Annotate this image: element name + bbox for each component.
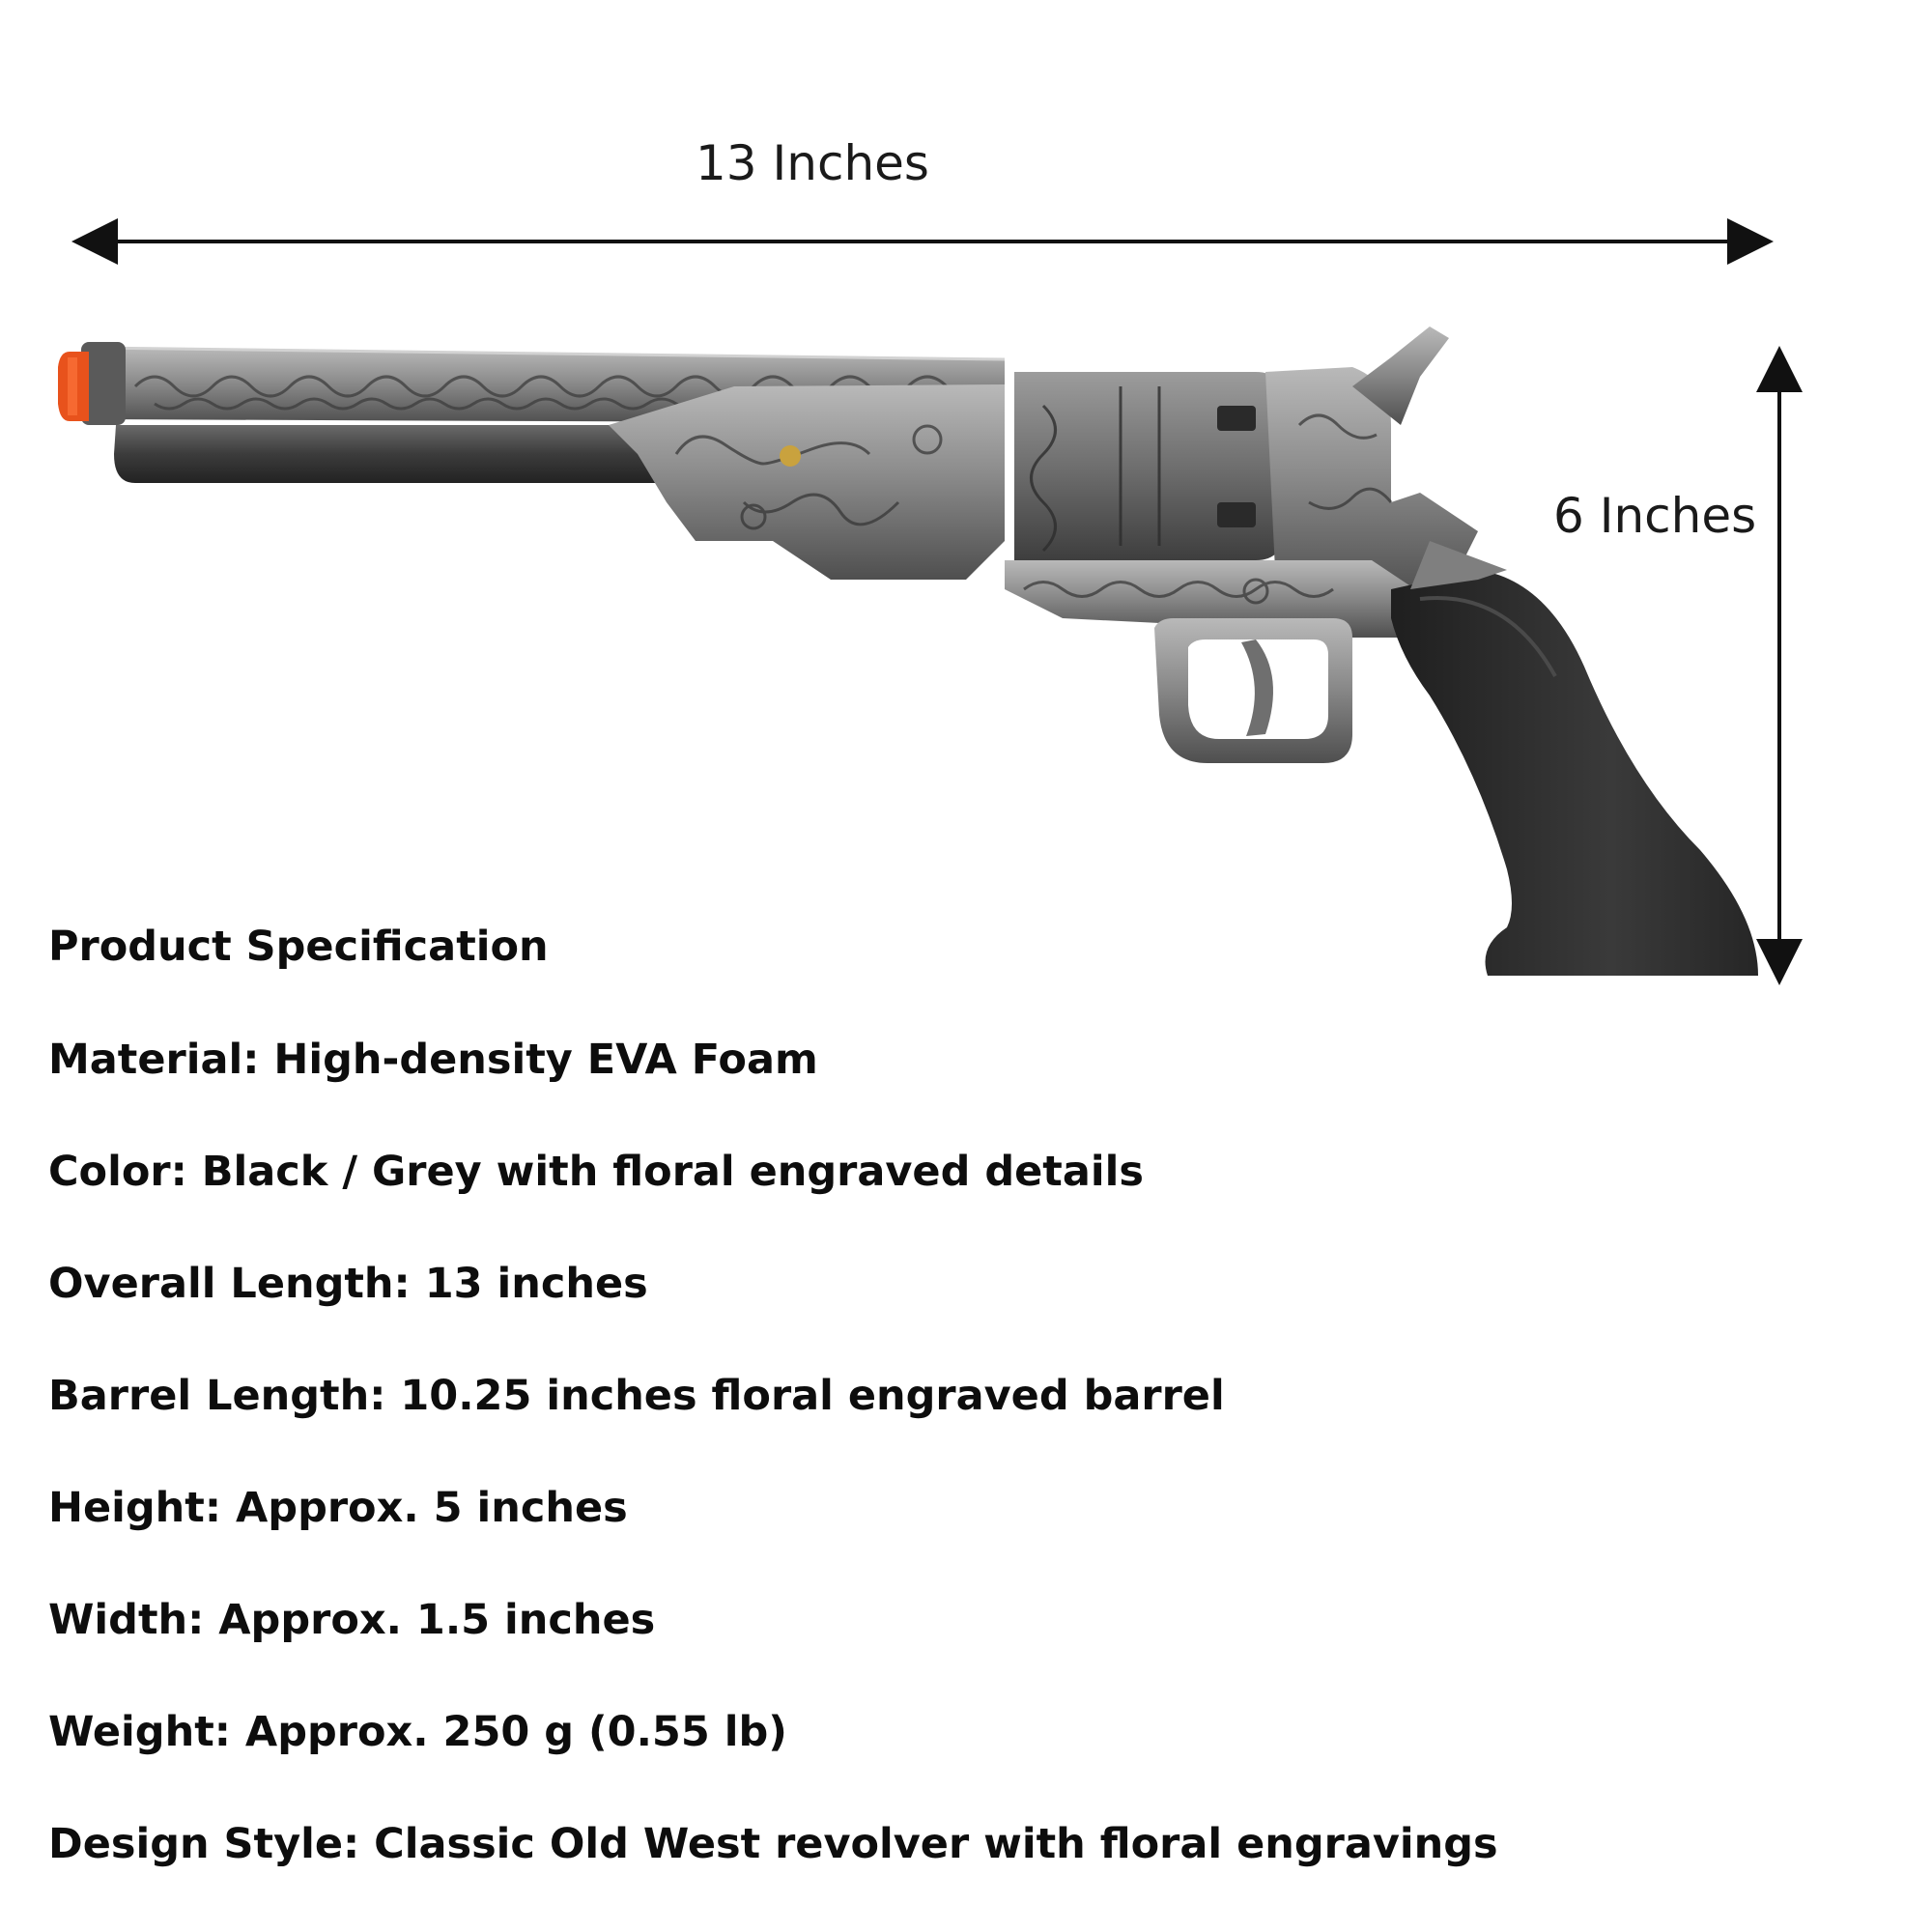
spec-color: Color: Black / Grey with floral engraved details [48, 1148, 1144, 1196]
spec-barrel-length: Barrel Length: 10.25 inches floral engraved barrel [48, 1372, 1225, 1420]
spec-design-style: Design Style: Classic Old West revolver with floral engravings [48, 1820, 1498, 1868]
spec-width: Width: Approx. 1.5 inches [48, 1596, 656, 1644]
spec-material: Material: High-density EVA Foam [48, 1036, 818, 1084]
spec-overall-length: Overall Length: 13 inches [48, 1260, 648, 1308]
spec-height: Height: Approx. 5 inches [48, 1484, 628, 1532]
height-dimension-label: 6 Inches [1553, 488, 1757, 544]
spec-weight: Weight: Approx. 250 g (0.55 lb) [48, 1708, 787, 1756]
width-dimension-label: 13 Inches [696, 135, 929, 191]
spec-title: Product Specification [48, 923, 549, 971]
revolver-icon [58, 327, 1758, 976]
